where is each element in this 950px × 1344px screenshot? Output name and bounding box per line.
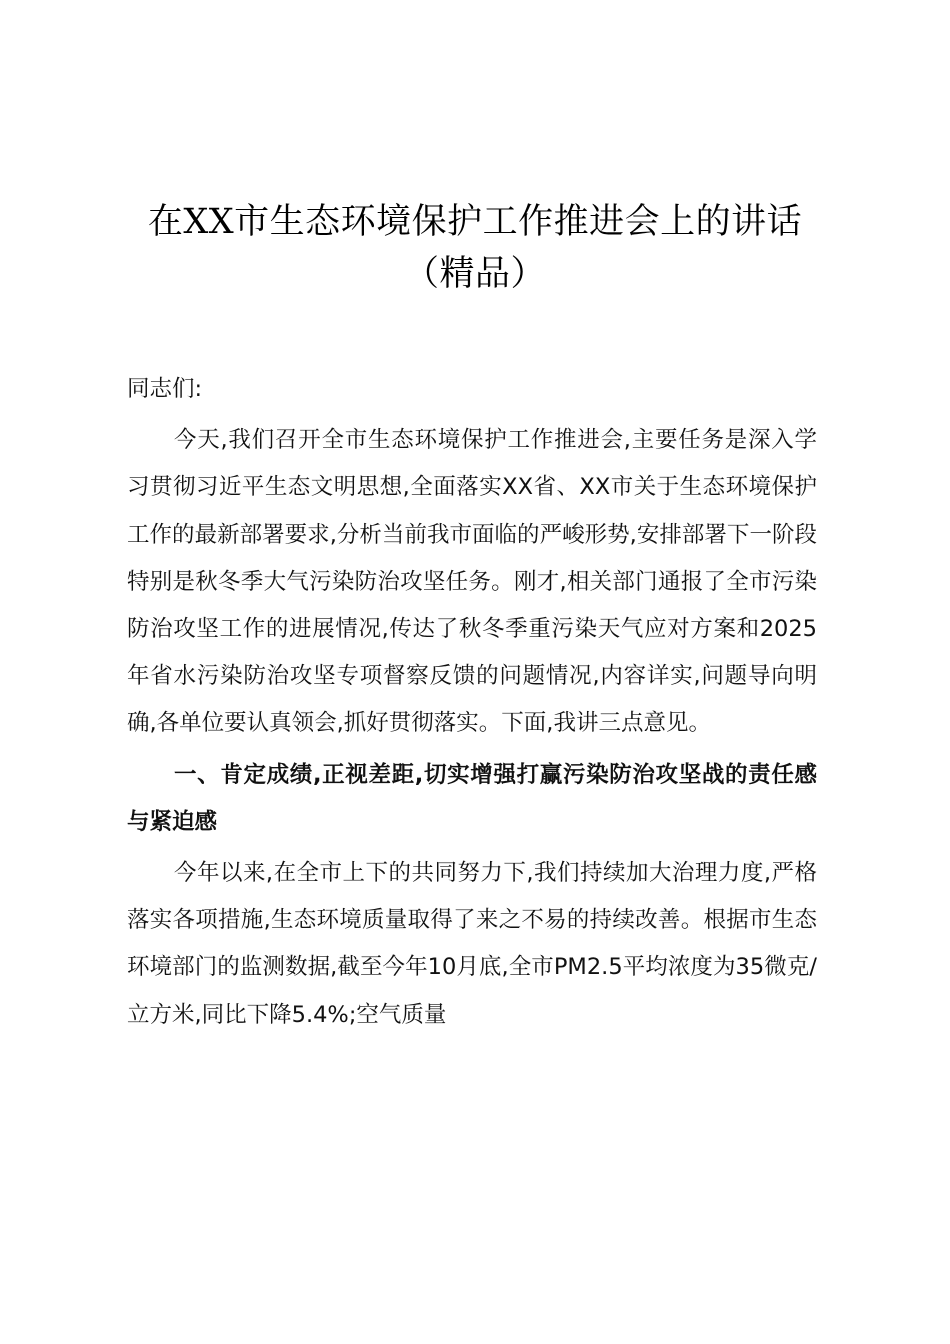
document-title: 在XX市生态环境保护工作推进会上的讲话（精品） bbox=[147, 202, 803, 294]
salutation: 同志们: bbox=[127, 376, 203, 402]
section-paragraph: 今年以来,在全市上下的共同努力下,我们持续加大治理力度,严格落实各项措施,生态环境质量取得了来之不易的持续改善。根据市生态环境部门的监测数据,截至今年10月底,全市PM2.5平均浓度为35微克/立方米,同比下降5.4%;空气质量 bbox=[127, 860, 817, 1028]
intro-paragraph: 今天,我们召开全市生态环境保护工作推进会,主要任务是深入学习贯彻习近平生态文明思想,全面落实XX省、XX市关于生态环境保护工作的最新部署要求,分析当前我市面临的严峻形势,安排部署下一阶段特别是秋冬季大气污染防治攻坚任务。刚才,相关部门通报了全市污染防治攻坚工作的进展情况,传达了秋冬季重污染天气应对方案和2025年省水污染防治攻坚专项督察反馈的问题情况,内容详实,问题导向明确,各单位要认真领会,抓好贯彻落实。下面,我讲三点意见。 bbox=[127, 427, 817, 737]
section-heading: 一、肯定成绩,正视差距,切实增强打赢污染防治攻坚战的责任感与紧迫感 bbox=[127, 761, 817, 835]
document-body bbox=[127, 366, 817, 1039]
